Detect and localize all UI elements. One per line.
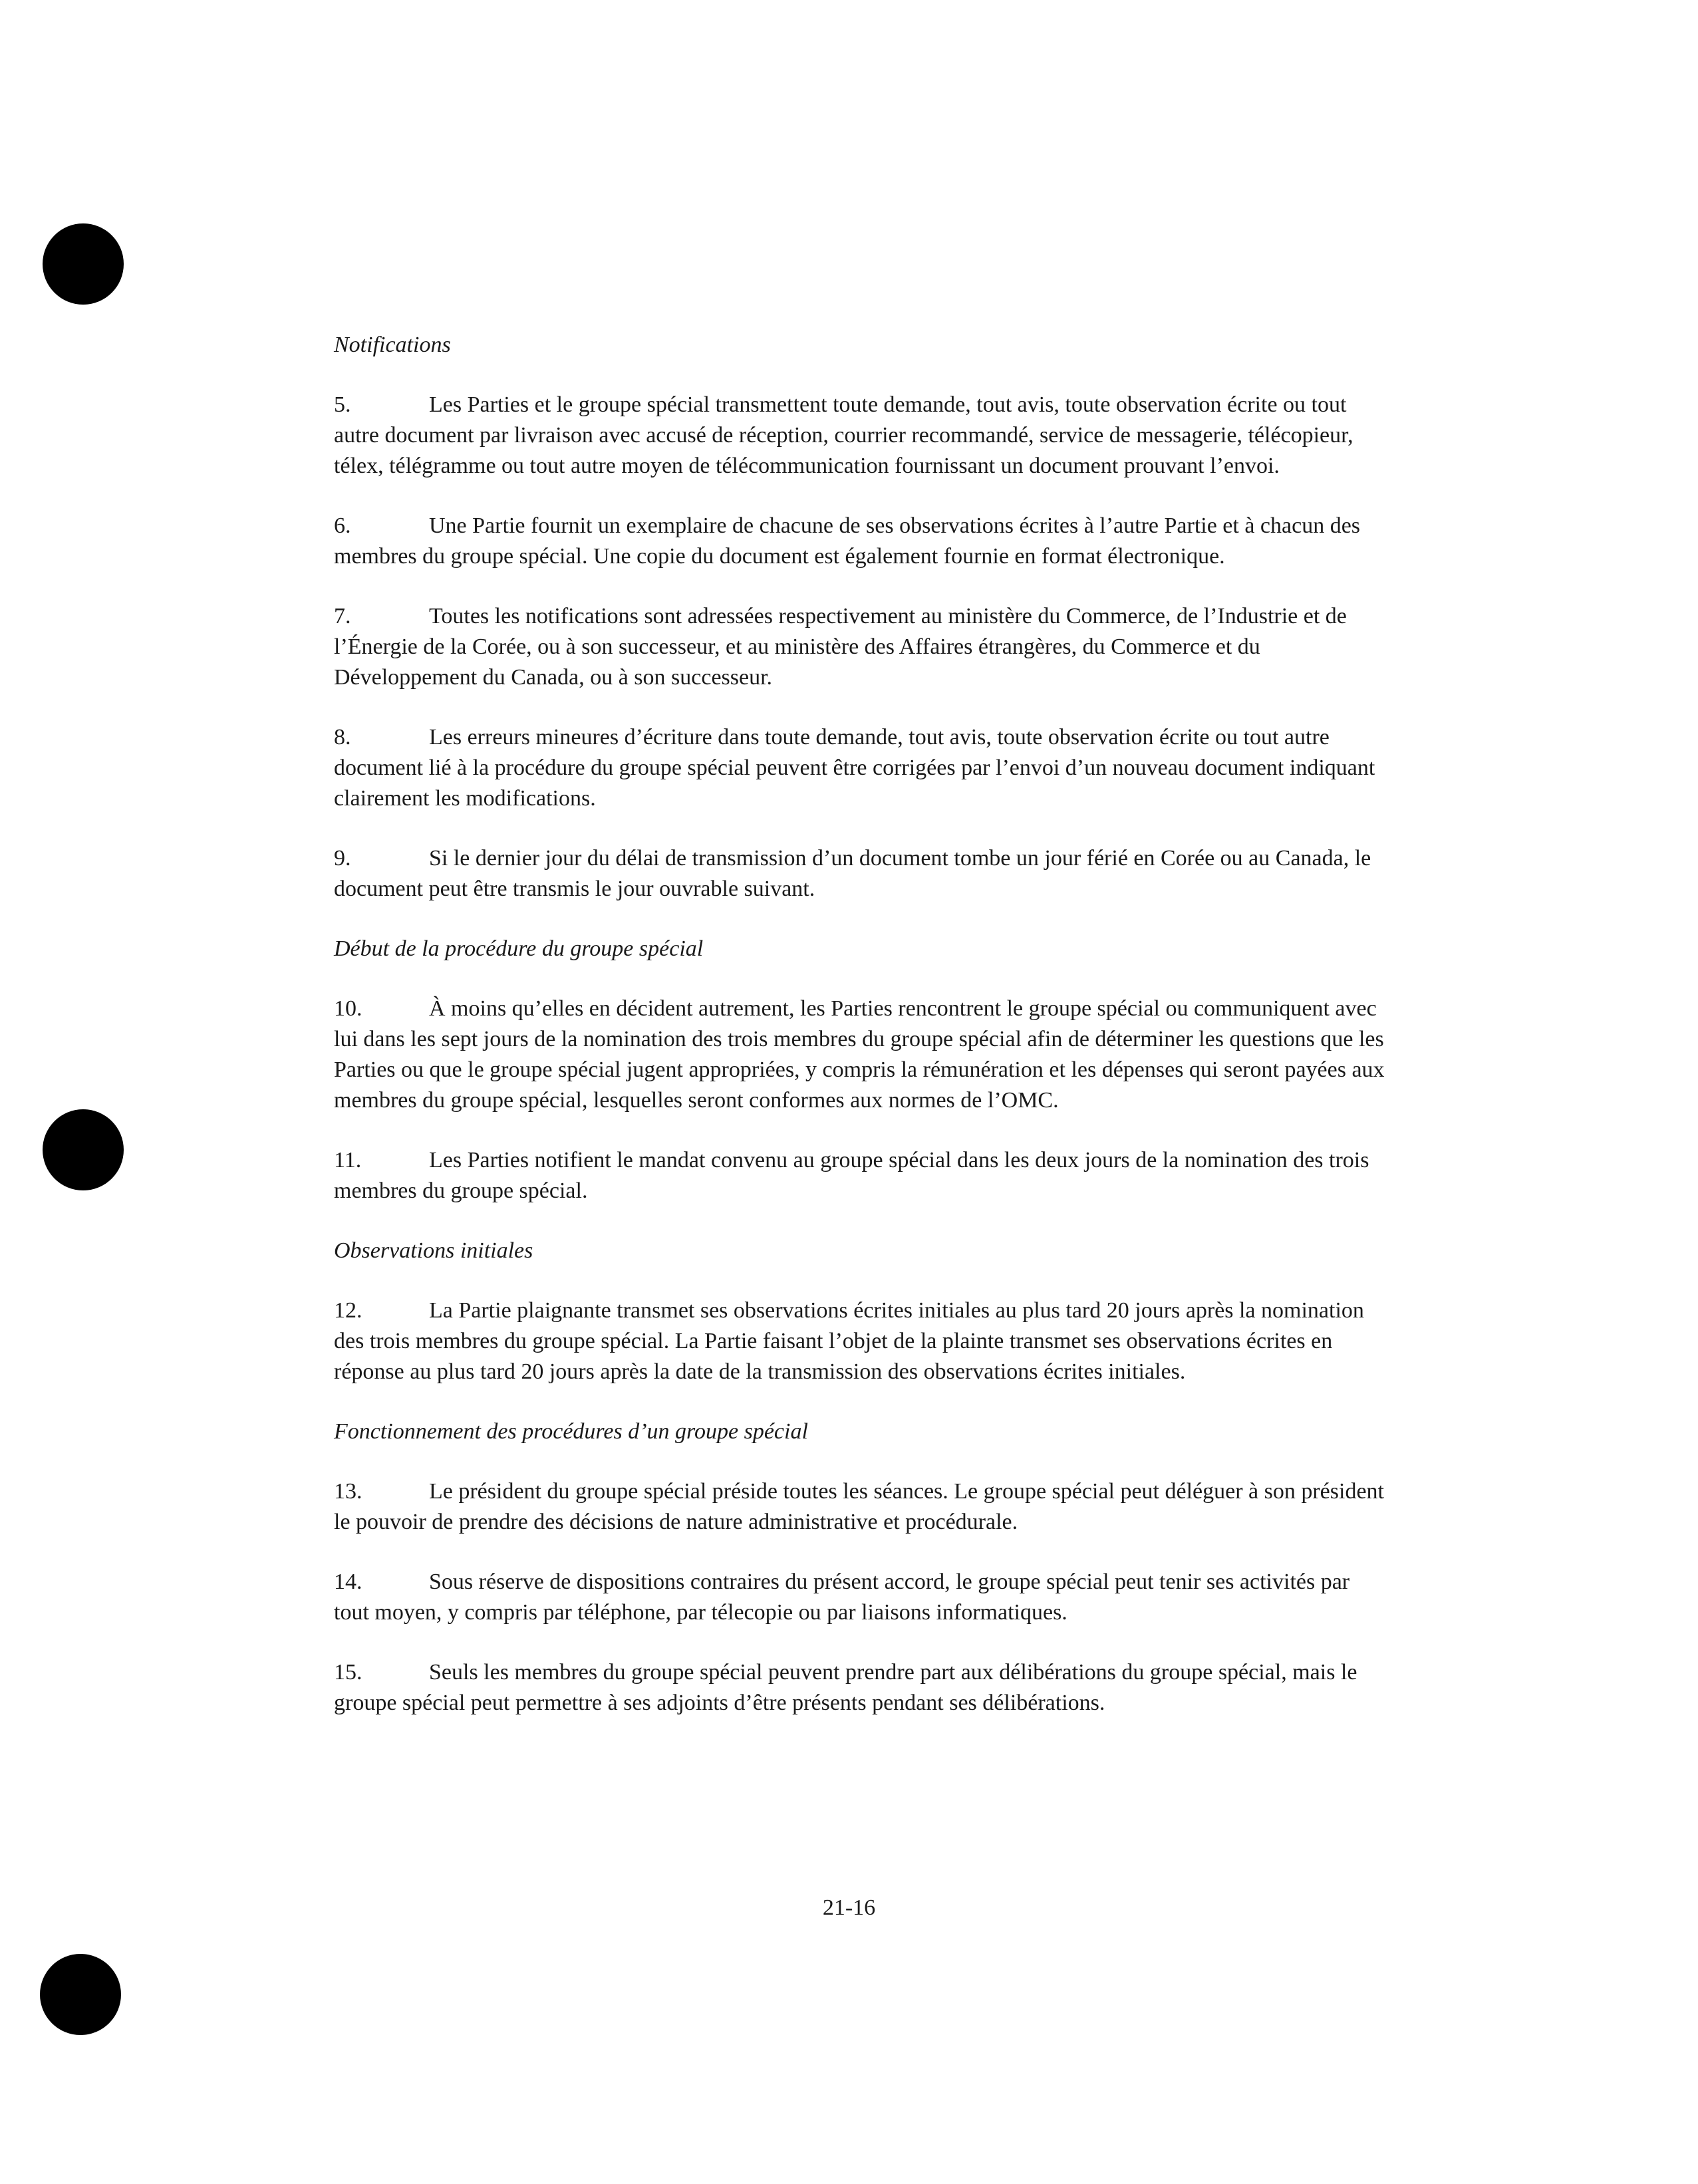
paragraph-text: Les Parties notifient le mandat convenu au groupe spécial dans les deux jours de la nomination des trois membres du groupe spécial.: [334, 1148, 1369, 1203]
paragraph: [334, 511, 1385, 572]
paragraph-number: 15.: [334, 1660, 362, 1685]
document-body: [334, 330, 1385, 1748]
paragraph: [334, 1657, 1385, 1718]
section-heading: Observations initiales: [334, 1238, 533, 1263]
paragraph: [334, 722, 1385, 814]
paragraph-number: 14.: [334, 1570, 362, 1594]
paragraph: [334, 601, 1385, 693]
punch-hole: [43, 1109, 124, 1190]
section-heading: Notifications: [334, 333, 451, 357]
paragraph-text: Les Parties et le groupe spécial transmettent toute demande, tout avis, toute observation écrite ou tout autre document par livraison avec accusé de réception, courrier recommandé, service de messagerie, télécopieur, télex, télégramme ou tout autre moyen de télécommunication fournissant un document prouvant l’envoi.: [334, 392, 1353, 478]
section-fonctionnement: [334, 1417, 1385, 1718]
paragraph-text: Seuls les membres du groupe spécial peuvent prendre part aux délibérations du groupe spécial, mais le groupe spécial peut permettre à ses adjoints d’être présents pendant ses délibérations.: [334, 1660, 1357, 1715]
paragraph-text: Le président du groupe spécial préside toutes les séances. Le groupe spécial peut déléguer à son président le pouvoir de prendre des décisions de nature administrative et procédurale.: [334, 1479, 1384, 1534]
paragraph-text: Une Partie fournit un exemplaire de chacune de ses observations écrites à l’autre Partie et à chacun des membres du groupe spécial. Une copie du document est également fournie en format électronique.: [334, 513, 1361, 569]
paragraph: [334, 994, 1385, 1116]
paragraph: [334, 843, 1385, 904]
page-number: 21-16: [822, 1895, 876, 1920]
paragraph: [334, 1567, 1385, 1628]
section-debut-procedure: [334, 934, 1385, 1206]
section-observations-initiales: [334, 1236, 1385, 1387]
paragraph: [334, 1296, 1385, 1387]
punch-hole: [40, 1954, 121, 2035]
punch-hole: [43, 223, 124, 305]
paragraph-number: 11.: [334, 1148, 362, 1172]
paragraph-number: 8.: [334, 725, 351, 750]
paragraph-number: 9.: [334, 846, 351, 871]
paragraph-text: Toutes les notifications sont adressées respectivement au ministère du Commerce, de l’Industrie et de l’Énergie de la Corée, ou à son successeur, et au ministère des Affaires étrangères, du Commerce et du Développement du Canada, ou à son successeur.: [334, 604, 1347, 690]
section-heading: Début de la procédure du groupe spécial: [334, 936, 704, 961]
paragraph-text: Si le dernier jour du délai de transmission d’un document tombe un jour férié en Corée ou au Canada, le document peut être transmis le jour ouvrable suivant.: [334, 846, 1371, 901]
section-heading: Fonctionnement des procédures d’un groupe spécial: [334, 1419, 808, 1444]
paragraph-number: 12.: [334, 1298, 362, 1323]
paragraph-number: 7.: [334, 604, 351, 628]
paragraph-text: À moins qu’elles en décident autrement, les Parties rencontrent le groupe spécial ou communiquent avec lui dans les sept jours de la nomination des trois membres du groupe spécial afin de déterminer les questions que les Parties ou que le groupe spécial jugent appropriées, y compris la rémunération et les dépenses qui seront payées aux membres du groupe spécial, lesquelles seront conformes aux normes de l’OMC.: [334, 996, 1385, 1113]
section-notifications: [334, 330, 1385, 904]
paragraph-number: 10.: [334, 996, 362, 1021]
paragraph-text: Les erreurs mineures d’écriture dans toute demande, tout avis, toute observation écrite ou tout autre document lié à la procédure du groupe spécial peuvent être corrigées par l’envoi d’un nouveau document indiquant clairement les modifications.: [334, 725, 1375, 811]
paragraph: [334, 390, 1385, 481]
paragraph-number: 13.: [334, 1479, 362, 1504]
paragraph: [334, 1476, 1385, 1538]
paragraph-number: 5.: [334, 392, 351, 417]
paragraph-text: Sous réserve de dispositions contraires du présent accord, le groupe spécial peut tenir ses activités par tout moyen, y compris par téléphone, par télecopie ou par liaisons informatiques.: [334, 1570, 1350, 1625]
paragraph-text: La Partie plaignante transmet ses observations écrites initiales au plus tard 20 jours après la nomination des trois membres du groupe spécial. La Partie faisant l’objet de la plainte transmet ses observations écrites en réponse au plus tard 20 jours après la date de la transmission des observations écrites initiales.: [334, 1298, 1364, 1384]
paragraph: [334, 1145, 1385, 1206]
paragraph-number: 6.: [334, 513, 351, 538]
